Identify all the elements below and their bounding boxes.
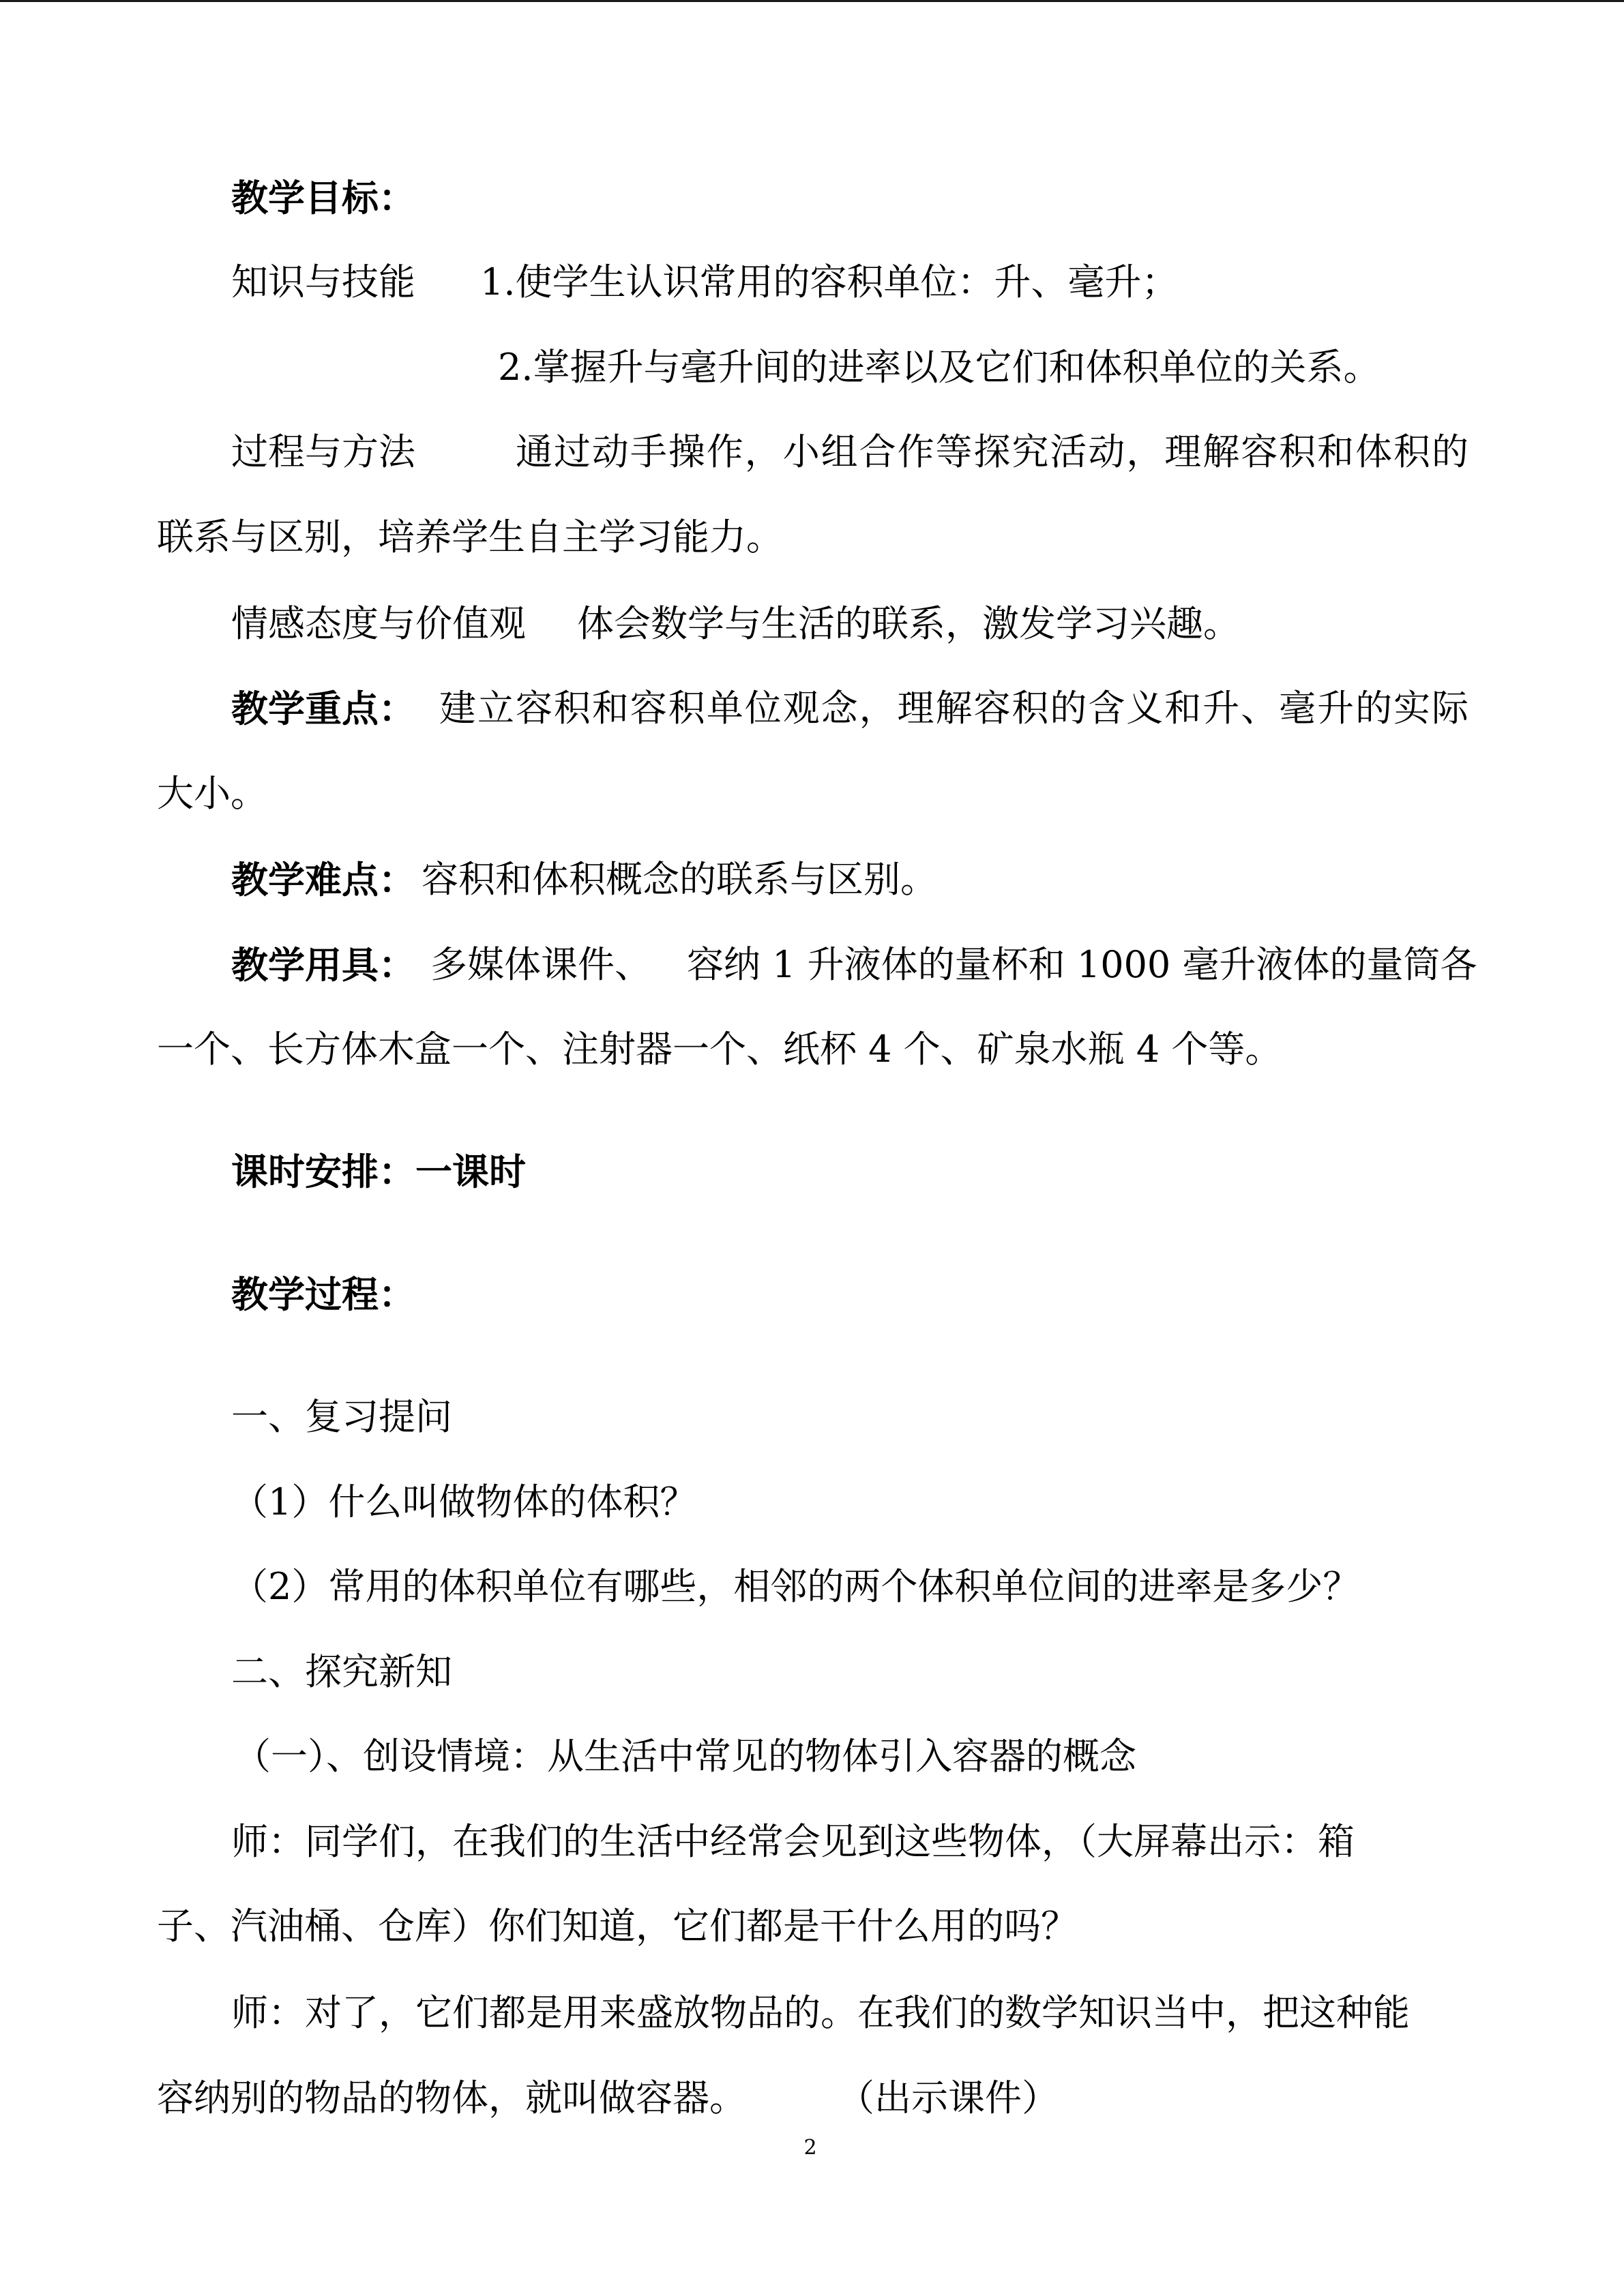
page-number: 2 bbox=[803, 2136, 817, 2160]
difficulty-text: 容积和体积概念的联系与区别。 bbox=[422, 858, 937, 901]
tools-part-1: 多媒体课件、 bbox=[430, 943, 651, 986]
difficulty-label: 教学难点： bbox=[231, 858, 415, 901]
tools-part-2: 容纳 1 升液体的量杯和 1000 毫升液体的量筒各 bbox=[687, 943, 1477, 986]
key-points-line-1: 建立容积和容积单位观念，理解容积的含义和升、毫升的实际 bbox=[439, 687, 1468, 730]
knowledge-item-2: 2.掌握升与毫升间的进率以及它们和体积单位的关系。 bbox=[498, 346, 1381, 389]
explore-paragraph-2-line-1: 师：对了，它们都是用来盛放物品的。在我们的数学知识当中，把这种能 bbox=[231, 1991, 1410, 2034]
explore-paragraph-2-line-2: 容纳别的物品的物体，就叫做容器。 bbox=[157, 2076, 746, 2119]
process-text-line-2: 联系与区别，培养学生自主学习能力。 bbox=[157, 516, 783, 558]
knowledge-item-1: 1.使学生认识常用的容积单位：升、毫升； bbox=[480, 260, 1179, 303]
review-question-1: （1）什么叫做物体的体积？ bbox=[231, 1480, 697, 1523]
explore-paragraph-1-line-2: 子、汽油桶、仓库）你们知道，它们都是干什么用的吗？ bbox=[157, 1905, 1078, 1948]
page-top-edge bbox=[0, 0, 1624, 2]
explore-paragraph-1-line-1: 师：同学们，在我们的生活中经常会见到这些物体，（大屏幕出示：箱 bbox=[231, 1820, 1355, 1863]
explore-heading: 二、探究新知 bbox=[231, 1650, 452, 1693]
process-label: 过程与方法 bbox=[231, 430, 415, 473]
review-question-2: （2）常用的体积单位有哪些，相邻的两个体积单位间的进率是多少？ bbox=[231, 1565, 1360, 1608]
process-heading: 教学过程： bbox=[231, 1272, 415, 1316]
emotion-text: 体会数学与生活的联系，激发学习兴趣。 bbox=[577, 602, 1240, 645]
explore-paragraph-2-note: （出示课件） bbox=[838, 2076, 1059, 2119]
process-text-line-1: 通过动手操作，小组合作等探究活动，理解容积和体积的 bbox=[516, 430, 1468, 473]
tools-label: 教学用具： bbox=[231, 943, 415, 987]
schedule: 课时安排：一课时 bbox=[231, 1150, 526, 1193]
key-points-line-2: 大小。 bbox=[157, 772, 267, 815]
key-points-label: 教学重点： bbox=[231, 687, 415, 730]
tools-line-2: 一个、长方体木盒一个、注射器一个、纸杯 4 个、矿泉水瓶 4 个等。 bbox=[157, 1028, 1282, 1071]
emotion-label: 情感态度与价值观 bbox=[231, 602, 526, 645]
review-heading: 一、复习提问 bbox=[231, 1395, 452, 1438]
explore-subheading: （一）、创设情境：从生活中常见的物体引入容器的概念 bbox=[234, 1735, 1136, 1778]
knowledge-label: 知识与技能 bbox=[231, 260, 415, 303]
objectives-heading: 教学目标： bbox=[231, 176, 415, 220]
